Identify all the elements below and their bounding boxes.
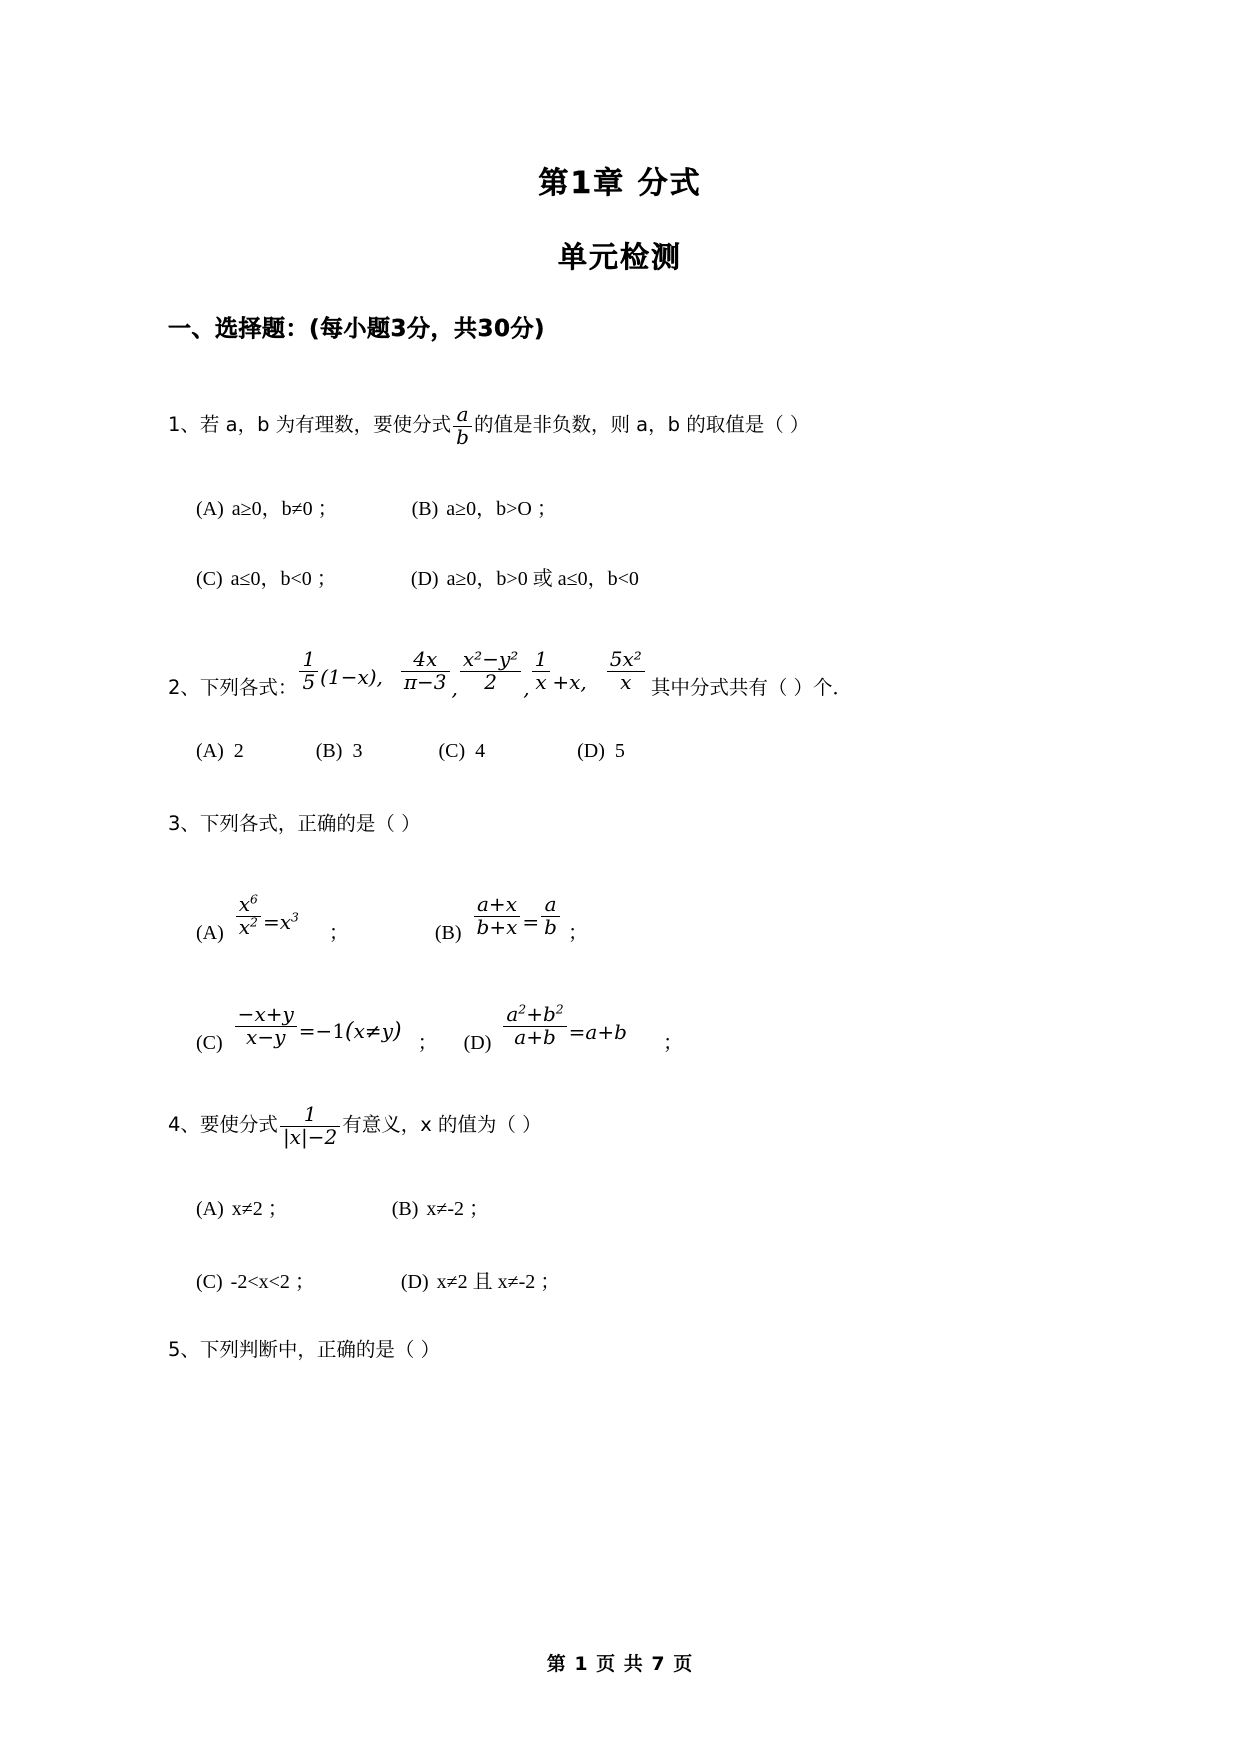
option-tail-c: ； [417,1031,438,1054]
question-3-options-row-1 [196,891,588,945]
expression-4-suffix: +x, [552,669,587,694]
fraction-denominator: |x|−2 [282,1125,338,1150]
option-label-b: (B) [411,498,439,520]
option-text-d: x≠2 且 x≠-2 ； [436,1271,561,1293]
question-2-options-row [196,740,625,763]
question-4 [168,1102,542,1159]
page-title: 第1章 分式 [538,166,702,201]
expression-4: $\frac{1}{x}$ [532,649,551,694]
question-1-text-after: 的值是非负数，则 a，b 的取值是（ ） [473,413,810,436]
option-tail-a: ； [328,921,349,944]
question-1-number: 1、 [168,413,200,436]
option-label-b: (B) [434,921,462,944]
question-1 [168,402,810,459]
option-text-d: 5 [614,740,625,762]
option-label-d: (D) [400,1271,429,1293]
option-text-a: x≠2 ； [231,1198,288,1220]
question-4-options-row-1 [196,1192,489,1221]
option-text-c: 4 [475,740,486,762]
question-3 [168,812,421,835]
fraction-numerator: −x+y [237,1002,294,1026]
option-equation-c: $\frac{-x+y}{x-y}$ =−1(x≠y) [233,1010,402,1055]
expression-2: $\frac{4x}{\pi-3}$ [401,649,450,694]
question-4-fraction [278,1102,342,1159]
fraction-numerator: $x^6$ [238,891,258,916]
question-1-options-row-2 [196,562,639,591]
option-tail-b: ； [567,921,588,944]
question-3-number: 3、 [168,812,200,835]
question-5 [168,1338,440,1361]
option-text-b: a≥0，b>O ； [446,498,557,520]
fraction-denominator: a+b [514,1024,556,1049]
fraction-numerator: a [544,892,557,916]
section-heading: 一、选择题：(每小题3分，共30分) [168,316,546,342]
option-label-a: (A) [196,740,224,762]
option-equation-d: $\frac{a^2+b^2}{a+b}$ =a+b [501,1010,627,1055]
fraction-numerator: a+x [476,892,517,916]
fraction-numerator: $a^2+b^2$ [506,1001,564,1026]
option-label-b: (B) [391,1198,419,1220]
option-label-d: (D) [410,568,439,590]
option-text-a: a≥0，b≠0 ； [231,498,338,520]
option-text-a: 2 [233,740,244,762]
option-tail-d: ； [662,1031,683,1054]
option-text-b: 3 [352,740,363,762]
option-label-b: (B) [315,740,343,762]
question-2-text-after: 其中分式共有（ ）个． [650,676,853,700]
question-2 [168,647,853,700]
question-3-options-row-2 [196,1001,683,1055]
question-1-text-before: 若 a，b 为有理数，要使分式 [199,413,452,436]
fraction-denominator: $x^2$ [238,914,258,939]
question-4-number: 4、 [168,1113,200,1136]
expression-2-suffix: , [451,675,458,700]
option-equation-a: $\frac{x^6}{x^2}$ $=x^3$ [234,900,299,945]
option-text-c: -2<x<2 ； [230,1271,315,1293]
question-5-number: 5、 [168,1338,200,1361]
question-1-options-row-1 [196,492,557,521]
fraction-numerator: 1 [303,1102,317,1127]
question-4-text-after: 有意义，x 的值为（ ） [342,1113,542,1136]
option-text-b: x≠-2 ； [426,1198,490,1220]
question-2-expressions [297,647,646,700]
option-label-a: (A) [196,921,224,944]
option-text-c: a≤0，b<0 ； [230,568,337,590]
fraction-numerator: a [456,402,469,427]
option-label-a: (A) [196,1198,224,1220]
option-label-c: (C) [196,1031,223,1054]
page-subtitle: 单元检测 [557,240,682,274]
option-label-c: (C) [438,740,466,762]
option-label-d: (D) [463,1031,492,1054]
question-4-text-before: 要使分式 [199,1113,278,1136]
option-equation-b: $\frac{a+x}{b+x}$ = $\frac{a}{b}$ [472,900,562,945]
option-text-d: a≥0，b>0 或 a≤0，b<0 [446,568,639,590]
option-label-d: (D) [577,740,605,762]
question-1-fraction [451,402,474,459]
expression-3-suffix: , [523,675,530,700]
question-2-number: 2、 [168,676,200,700]
fraction-denominator: b [456,425,469,450]
option-label-c: (C) [196,568,223,590]
question-3-text: 下列各式，正确的是（ ） [199,812,421,835]
expression-1: $\frac{1}{5}$ [299,649,318,694]
option-label-a: (A) [196,498,224,520]
question-5-text: 下列判断中，正确的是（ ） [199,1338,441,1361]
fraction-denominator: b [544,914,557,939]
expression-3: $\frac{\text{x²−y²}}{2}$ [460,649,521,694]
fraction-denominator: b+x [476,914,518,939]
question-4-options-row-2 [196,1265,560,1294]
fraction-denominator: x−y [246,1024,286,1049]
option-label-c: (C) [196,1271,223,1293]
question-2-text-before: 下列各式： [199,676,298,700]
expression-5: $\frac{\text{5x²}}{x}$ [607,649,645,694]
expression-1-suffix: (1−x), [320,664,383,689]
page-footer: 第 1 页 共 7 页 [546,1653,694,1675]
